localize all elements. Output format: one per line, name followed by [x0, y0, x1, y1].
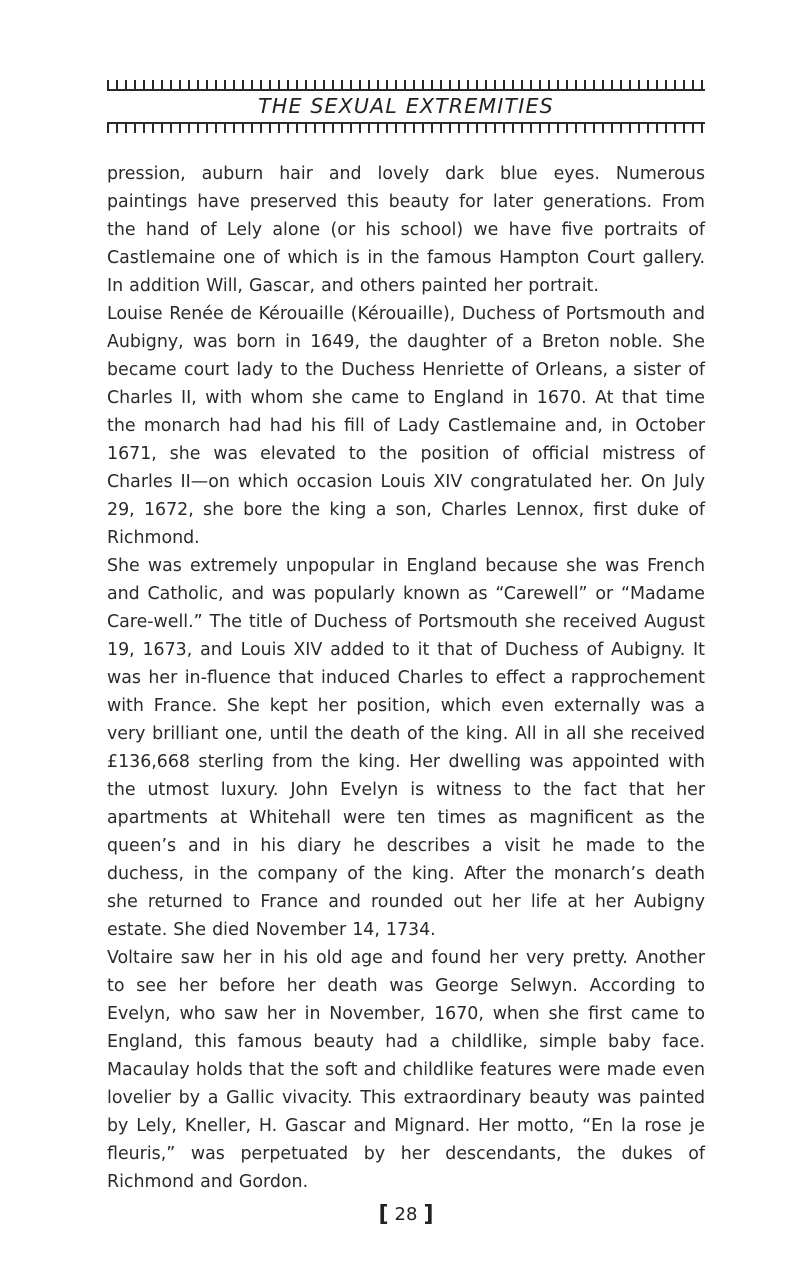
body-text	[107, 160, 705, 1196]
paragraph: Louise Renée de Kérouaille (Kérouaille), Duchess of Portsmouth and Aubigny, was born in 1649, the daughter of a Breton noble. She became court lady to the Duchess Henriette of Orleans, a sister of Charles II, with whom she came to England in 1670. At that time the monarch had had his fill of Lady Castlemaine and, in October 1671, she was elevated to the position of official mistress of Charles II—on which occasion Louis XIV congratulated her. On July 29, 1672, she bore the king a son, Charles Lennox, first duke of Richmond.	[107, 304, 705, 548]
paragraph: Voltaire saw her in his old age and found her very pretty. Another to see her before her death was George Selwyn. According to Evelyn, who saw her in November, 1670, when she first came to England, this famous beauty had a childlike, simple baby face. Macaulay holds that the soft and childlike features were made even lovelier by a Gallic vivacity. This extraordinary beauty was painted by Lely, Kneller, H. Gascar and Mignard. Her motto, “En la rose je fleuris,” was perpetuated by her descendants, the dukes of Richmond and Gordon.	[107, 948, 705, 1192]
folio-bracket-open: [	[378, 1202, 389, 1227]
running-head: THE SEXUAL EXTREMITIES	[258, 94, 554, 118]
page-number	[107, 1202, 705, 1228]
paragraph: pression, auburn hair and lovely dark blue eyes. Numerous paintings have preserved this beauty for later generations. From the hand of Lely alone (or his school) we have five portraits of Castlemaine one of which is in the famous Hampton Court gallery. In addition Will, Gascar, and others painted her portrait.	[107, 164, 705, 296]
folio-number: 28	[394, 1204, 418, 1225]
folio-bracket-close: ]	[423, 1202, 434, 1227]
book-page	[107, 78, 705, 1228]
ornamental-rule-top	[107, 78, 705, 91]
paragraph: She was extremely unpopular in England because she was French and Catholic, and was popularly known as “Carewell” or “Madame Care-well.” The title of Duchess of Portsmouth she received August 19, 1673, and Louis XIV added to it that of Duchess of Aubigny. It was her in-fluence that induced Charles to effect a rapprochement with France. She kept her position, which even externally was a very brilliant one, until the death of the king. All in all she received £136,668 sterling from the king. Her dwelling was appointed with the utmost luxury. John Evelyn is witness to the fact that her apartments at Whitehall were ten times as magnificent as the queen’s and in his diary he describes a visit he made to the duchess, in the company of the king. After the monarch’s death she returned to France and rounded out her life at her Aubigny estate. She died November 14, 1734.	[107, 556, 705, 940]
ornamental-rule-bottom	[107, 122, 705, 135]
